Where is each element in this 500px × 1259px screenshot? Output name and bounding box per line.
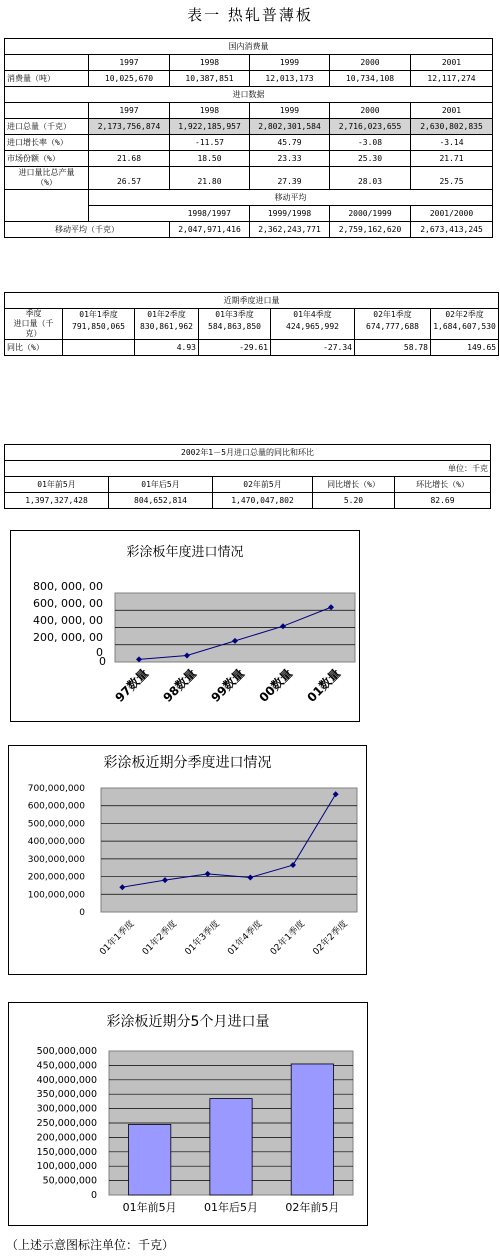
footnote: （上述示意图标注单位：千克） [6,1238,175,1252]
plot-area [101,788,357,912]
imports-header: 进口数据 [5,87,493,103]
import-growth-value: 45.79 [250,135,330,151]
import-total-value: 2,716,023,655 [330,119,411,135]
consumption-value: 12,117,274 [411,71,493,87]
five-month-value: 804,652,814 [109,493,213,509]
annual-import-svg [11,531,359,721]
y-tick-label: 500,000,000 [27,819,85,830]
ratio-label-line2: （%） [36,178,57,187]
quarter-name: 01年1季度 [79,310,118,319]
year-cell: 1998 [170,103,250,119]
x-tick-label: 02年2季度 [311,919,350,958]
chart-title: 彩涂板年度进口情况 [126,545,244,560]
quarter-label-line1: 季度 [25,309,42,318]
quarter-cell [135,309,199,340]
chart-title: 彩涂板近期分季度进口情况 [103,755,272,771]
year-cell: 2001 [411,103,493,119]
consumption-header: 国内消费量 [5,39,493,55]
ratio-label-line1: 进口量比总产量 [18,168,75,177]
quarterly-import-chart [8,745,367,975]
market-share-value: 18.50 [170,151,250,167]
moving-value: 2,759,162,620 [330,222,411,238]
y-tick-label: 500,000,000 [36,1046,97,1057]
import-growth-value: -11.57 [170,135,250,151]
quarter-cell [355,309,431,340]
yoy-value: 149.65 [431,340,499,356]
y-tick-label: 400,000,000 [36,1074,97,1086]
import-growth-value [89,135,170,151]
quarter-name: 02年1季度 [373,310,412,319]
y-tick-label: 300,000,000 [27,854,85,865]
market-share-value: 25.30 [330,151,411,167]
y-tick-label: 400,000,000 [27,837,85,848]
y-tick-label: 700,000,000 [27,784,85,794]
y-tick-label: 0 [90,1190,97,1201]
y-tick-label: 100,000,000 [36,1161,97,1173]
y-tick-label: 800, 000, 00 [33,580,103,593]
quarter-value: 584,863,850 [208,322,261,331]
col-header: 02年前5月 [213,477,313,493]
x-tick-label: 02年1季度 [268,919,308,958]
y-tick-label: 0 [96,646,103,659]
x-tick-label: 00数量 [256,666,296,705]
ratio-value: 27.39 [250,167,330,190]
x-tick-label: 01年前5月 [122,1201,177,1214]
quarter-label [5,309,63,340]
five-month-value: 5.20 [313,493,395,509]
bar [210,1099,252,1195]
y-tick-label: 600,000,000 [27,801,85,812]
yoy-value: -29.61 [199,340,271,356]
year-cell: 1999 [250,103,330,119]
moving-value: 2,047,971,416 [170,222,250,238]
year-cell: 1997 [89,55,170,71]
quarter-value: 1,684,607,530 [433,322,496,331]
import-total-value: 2,802,301,584 [250,119,330,135]
quarter-value: 424,965,992 [286,322,339,331]
quarter-value: 791,850,065 [72,322,125,331]
y-tick-label: 300,000,000 [36,1103,97,1115]
x-tick-label: 01年1季度 [98,919,137,958]
bar [129,1124,171,1195]
year-cell: 2001 [411,55,493,71]
import-total-value: 2,630,802,835 [411,119,493,135]
x-tick-label: 99数量 [208,666,248,705]
year-cell: 2000 [330,103,411,119]
ratio-value: 21.80 [170,167,250,190]
five-month-value: 1,397,327,428 [5,493,109,509]
market-share-label: 市场份额（%） [5,151,89,167]
moving-period: 1998/1997 [170,206,250,222]
x-tick-label: 01年4季度 [226,919,265,958]
market-share-value: 21.68 [89,151,170,167]
col-header: 同比增长（%） [313,477,395,493]
y-tick-label: 450,000,000 [36,1060,97,1072]
import-total-value: 1,922,185,957 [170,119,250,135]
col-header: 01年前5月 [5,477,109,493]
annual-import-chart [10,530,360,722]
quarter-name: 02年2季度 [445,310,484,319]
x-tick-label: 01数量 [304,666,344,705]
year-cell: 1998 [170,55,250,71]
consumption-value: 10,734,108 [330,71,411,87]
moving-header: 移动平均 [89,190,493,206]
moving-label: 移动平均（千克） [5,222,170,238]
y-tick-label: 200,000,000 [36,1132,97,1144]
x-tick-label: 01年后5月 [204,1201,258,1214]
quarter-value: 830,861,962 [140,322,193,331]
quarterly-import-svg [9,746,366,974]
five-month-import-chart [8,1002,368,1226]
quarter-value: 674,777,688 [366,322,419,331]
y-tick-label: 0 [99,655,106,668]
y-tick-label: 50,000,000 [42,1175,97,1187]
yoy-label: 同比（%） [5,340,63,356]
consumption-value: 12,013,173 [250,71,330,87]
ratio-label [5,167,89,190]
moving-value: 2,673,413,245 [411,222,493,238]
moving-value: 2,362,243,771 [250,222,330,238]
consumption-value: 10,387,851 [170,71,250,87]
five-month-import-svg [9,1003,367,1225]
yoy-value: 58.78 [355,340,431,356]
moving-period: 1999/1998 [250,206,330,222]
yoy-value [63,340,135,356]
y-tick-label: 100,000,000 [27,890,85,901]
import-growth-label: 进口增长率（%） [5,135,89,151]
yoy-value: 4.93 [135,340,199,356]
x-tick-label: 01年2季度 [140,919,180,958]
x-tick-label: 98数量 [160,666,200,705]
quarter-name: 01年3季度 [215,310,254,319]
market-share-value: 21.71 [411,151,493,167]
unit-label: 单位：千克 [5,461,491,477]
page-title: 表一 热轧普薄板 [187,6,313,24]
quarter-label-line3: 克） [25,329,42,338]
col-header: 01年后5月 [109,477,213,493]
y-tick-label: 350,000,000 [36,1089,97,1101]
import-total-label: 进口总量（千克） [5,119,89,135]
x-tick-label: 02年前5月 [285,1201,340,1214]
quarter-name: 01年2季度 [147,310,186,319]
quarter-cell [271,309,355,340]
year-cell: 1997 [89,103,170,119]
y-tick-label: 200,000,000 [27,872,85,883]
five-month-value: 1,470,047,802 [213,493,313,509]
y-tick-label: 400, 000, 00 [33,614,103,627]
import-growth-value: -3.08 [330,135,411,151]
five-month-table [4,444,491,509]
quarter-label-line2: 进口量（千 [13,319,54,328]
y-tick-label: 200, 000, 00 [33,631,103,644]
market-share-value: 23.33 [250,151,330,167]
quarter-cell [431,309,499,340]
col-header: 环比增长（%） [395,477,491,493]
five-month-value: 82.69 [395,493,491,509]
year-cell: 1999 [250,55,330,71]
year-cell: 2000 [330,55,411,71]
y-tick-label: 600, 000, 00 [33,597,103,610]
moving-period: 2000/1999 [330,206,411,222]
quarter-cell [63,309,135,340]
moving-period: 2001/2000 [411,206,493,222]
ratio-value: 28.03 [330,167,411,190]
consumption-value: 10,025,670 [89,71,170,87]
y-tick-label: 150,000,000 [36,1146,97,1158]
quarterly-import-table [4,292,499,356]
quarter-name: 01年4季度 [293,310,332,319]
x-tick-label: 97数量 [112,666,152,705]
y-tick-label: 250,000,000 [36,1118,97,1129]
bar [291,1064,333,1195]
quarter-cell [199,309,271,340]
hot-rolled-table [4,38,493,238]
ratio-value: 25.75 [411,167,493,190]
five-month-header: 2002年1－5月进口总量的同比和环比 [5,445,491,461]
chart-title: 彩涂板近期分5个月进口量 [106,1014,270,1030]
ratio-value: 26.57 [89,167,170,190]
import-total-value: 2,173,756,874 [89,119,170,135]
yoy-value: -27.34 [271,340,355,356]
import-growth-value: -3.14 [411,135,493,151]
x-tick-label: 01年3季度 [183,919,222,958]
consumption-label: 消费量（吨） [5,71,89,87]
y-tick-label: 0 [79,908,85,918]
quarterly-header: 近期季度进口量 [5,293,499,309]
